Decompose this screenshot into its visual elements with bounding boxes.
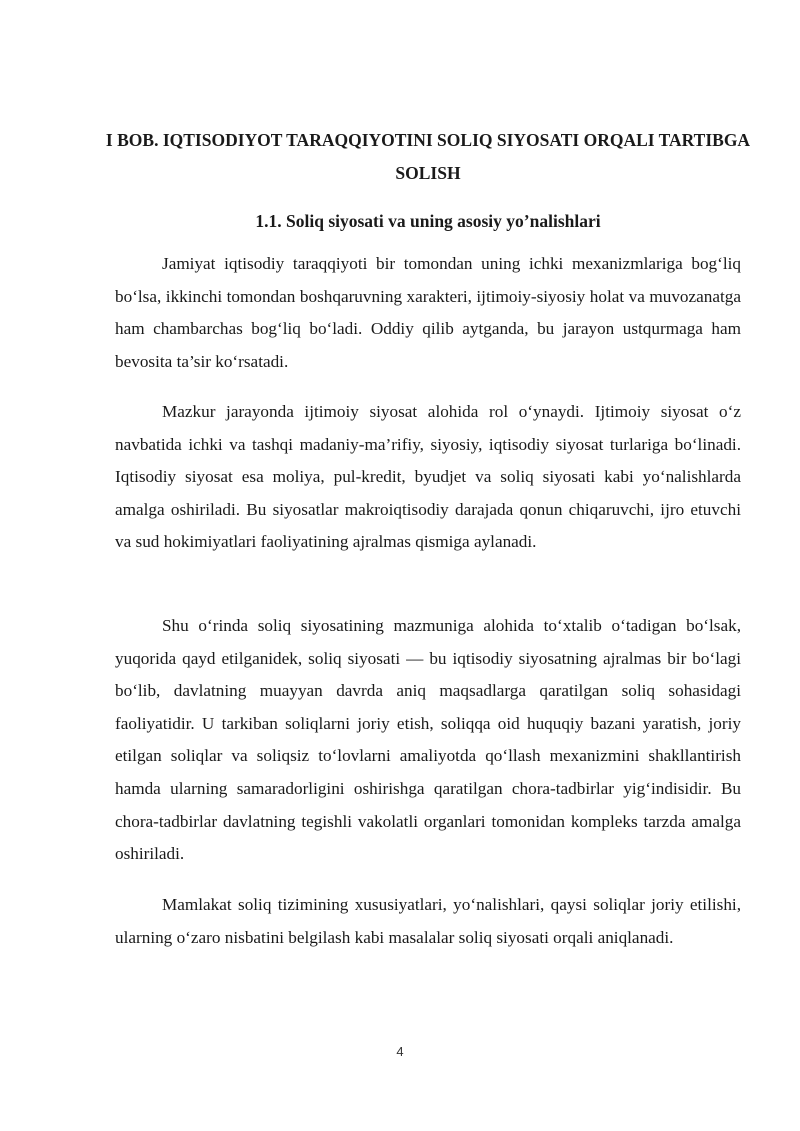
page-number: 4 <box>396 1044 404 1059</box>
paragraph: Jamiyat iqtisodiy taraqqiyoti bir tomondan uning ichki mexanizmlariga bog‘liq bo‘lsa, ikkinchi tomondan boshqaruvning xarakteri, ijtimoiy-siyosiy holat va muvozanatga ham chambarchas bog‘liq bo‘ladi. Oddiy qilib aytganda, bu jarayon ustqurmaga ham bevosita ta’sir ko‘rsatadi. <box>115 254 741 371</box>
chapter-title: I BOB. IQTISODIYOT TARAQQIYOTINI SOLIQ SIYOSATI ORQALI TARTIBGA SOLISH <box>105 130 751 183</box>
section-title: 1.1. Soliq siyosati va uning asosiy yo’nalishlari <box>255 211 601 231</box>
paragraph: Shu o‘rinda soliq siyosatining mazmuniga alohida to‘xtalib o‘tadigan bo‘lsak, yuqorida qayd etilganidek, soliq siyosati — bu iqtisodiy siyosatning ajralmas bir bo‘lagi bo‘lib, davlatning muayyan davrda aniq maqsadlarga qaratilgan soliq sohasidagi faoliyatidir. U tarkiban soliqlarni joriy etish, soliqqa oid huquqiy bazani yaratish, joriy etilgan soliqlar va soliqsiz to‘lovlarni amaliyotda qo‘llash mexanizmini shakllantirish hamda ularning samaradorligini oshirishga qaratilgan chora-tadbirlar yig‘indisidir. Bu chora-tadbirlar davlatning tegishli vakolatli organlari tomonidan kompleks tarzda amalga oshiriladi. <box>115 616 741 864</box>
paragraph: Mazkur jarayonda ijtimoiy siyosat alohida rol o‘ynaydi. Ijtimoiy siyosat o‘z navbatida ichki va tashqi madaniy-ma’rifiy, siyosiy, iqtisodiy siyosat turlariga bo‘linadi. Iqtisodiy siyosat esa moliya, pul-kredit, byudjet va soliq siyosati kabi yo‘nalishlarda amalga oshiriladi. Bu siyosatlar makroiqtisodiy darajada qonun chiqaruvchi, ijro etuvchi va sud hokimiyatlari faoliyatining ajralmas qismiga aylanadi. <box>115 402 741 552</box>
paragraph: Mamlakat soliq tizimining xususiyatlari, yo‘nalishlari, qaysi soliqlar joriy etilishi, ularning o‘zaro nisbatini belgilash kabi masalalar soliq siyosati orqali aniqlanadi. <box>115 895 741 947</box>
